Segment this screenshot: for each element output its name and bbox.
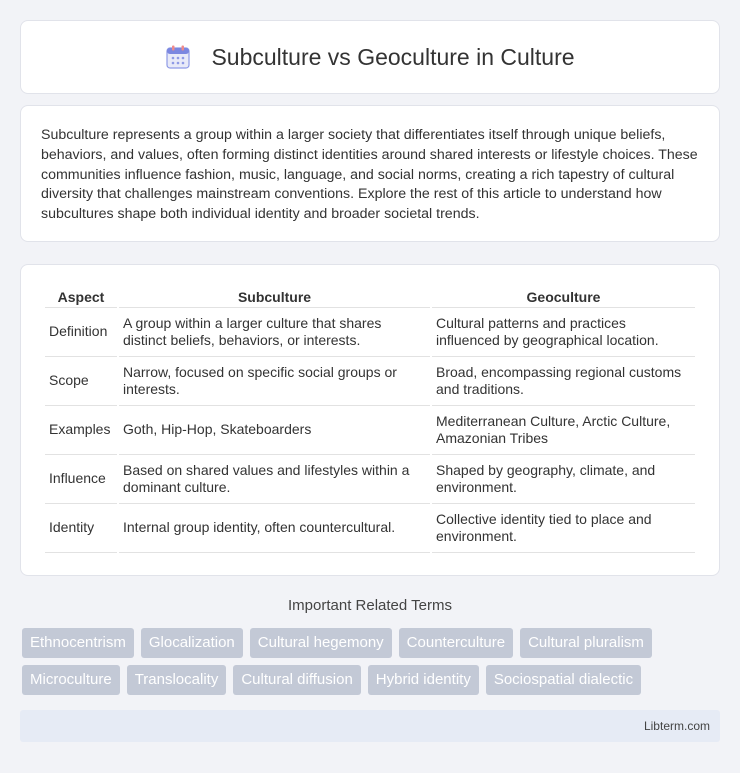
related-terms-row [22, 628, 722, 658]
aspect-cell: Influence [45, 455, 117, 504]
header-subculture: Subculture [119, 285, 430, 308]
related-term-tag[interactable]: Cultural hegemony [250, 628, 392, 658]
related-term-tag[interactable]: Cultural diffusion [233, 665, 360, 695]
table-row [45, 406, 695, 455]
geoculture-cell: Cultural patterns and practices influenced by geographical location. [432, 308, 695, 357]
subculture-cell: Goth, Hip-Hop, Skateboarders [119, 406, 430, 455]
header-aspect: Aspect [45, 285, 117, 308]
related-term-tag[interactable]: Cultural pluralism [520, 628, 652, 658]
related-term-tag[interactable]: Microculture [22, 665, 120, 695]
related-term-tag[interactable]: Ethnocentrism [22, 628, 134, 658]
table-row [45, 357, 695, 406]
footer [20, 710, 720, 742]
related-term-tag[interactable]: Hybrid identity [368, 665, 479, 695]
related-term-tag[interactable]: Translocality [127, 665, 227, 695]
aspect-cell: Definition [45, 308, 117, 357]
page-title: Subculture vs Geoculture in Culture [211, 43, 575, 70]
related-terms [22, 628, 722, 702]
footer-brand[interactable]: Libterm.com [643, 719, 710, 733]
geoculture-cell: Mediterranean Culture, Arctic Culture, Amazonian Tribes [432, 406, 695, 455]
aspect-cell: Identity [45, 504, 117, 553]
table-row [45, 308, 695, 357]
subculture-cell: Narrow, focused on specific social groups or interests. [119, 357, 430, 406]
comparison-card [20, 264, 720, 576]
geoculture-cell: Broad, encompassing regional customs and traditions. [432, 357, 695, 406]
related-term-tag[interactable]: Sociospatial dialectic [486, 665, 641, 695]
geoculture-cell: Shaped by geography, climate, and environment. [432, 455, 695, 504]
related-term-tag[interactable]: Glocalization [141, 628, 243, 658]
intro-text: Subculture represents a group within a larger society that differentiates itself through unique beliefs, behaviors, and values, often forming distinct identities around shared interests or lifestyle choices. These communities influence fashion, music, language, and social norms, creating a rich tapestry of cultural diversity that challenges mainstream conventions. Explore the rest of this article to understand how subcultures shape both individual identity and broader societal trends. [41, 127, 698, 223]
geoculture-cell: Collective identity tied to place and environment. [432, 504, 695, 553]
table-header-row [45, 285, 695, 308]
subculture-cell: A group within a larger culture that shares distinct beliefs, behaviors, or interests. [119, 308, 430, 357]
intro-card [20, 105, 720, 242]
subculture-cell: Internal group identity, often countercultural. [119, 504, 430, 553]
comparison-table [43, 285, 697, 553]
subculture-cell: Based on shared values and lifestyles within a dominant culture. [119, 455, 430, 504]
aspect-cell: Scope [45, 357, 117, 406]
calendar-icon [165, 44, 191, 70]
table-row [45, 455, 695, 504]
related-terms-title: Important Related Terms [288, 597, 452, 614]
table-row [45, 504, 695, 553]
header-card [20, 20, 720, 94]
aspect-cell: Examples [45, 406, 117, 455]
related-term-tag[interactable]: Counterculture [399, 628, 513, 658]
related-terms-row [22, 665, 722, 695]
header-geoculture: Geoculture [432, 285, 695, 308]
